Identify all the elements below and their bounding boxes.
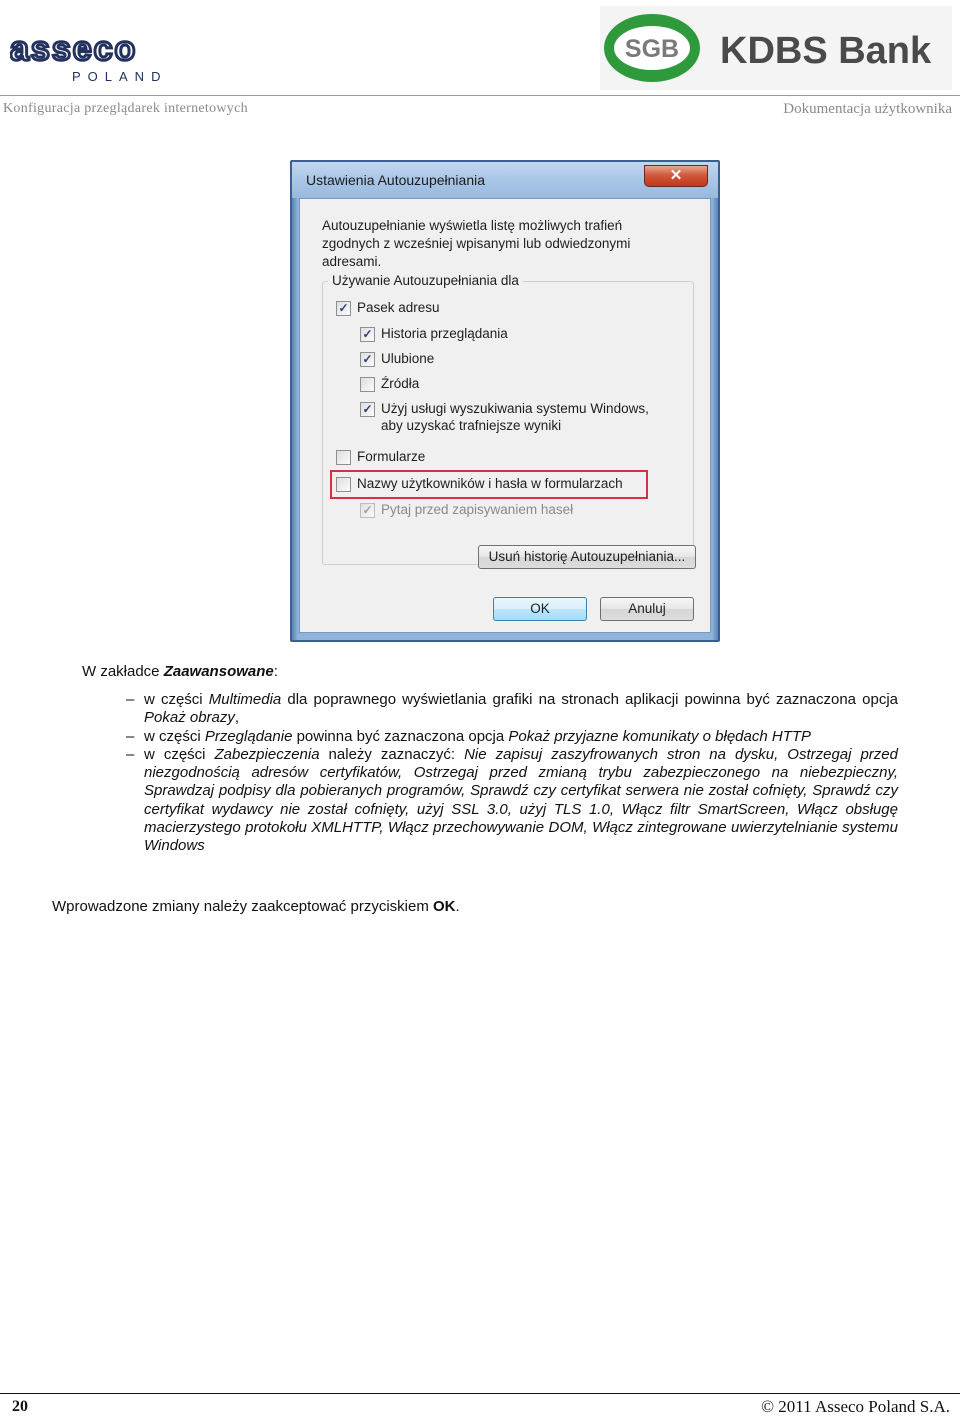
item-option: Przeglądanie (204, 727, 293, 745)
checkbox-forms-box[interactable] (336, 450, 351, 465)
item-text: w części (144, 691, 209, 708)
dialog-client-area (299, 198, 711, 633)
advanced-settings-list (126, 691, 898, 856)
checkbox-usernames-passwords[interactable] (336, 475, 623, 492)
copyright: © 2011 Asseco Poland S.A. (761, 1397, 950, 1416)
intro-tab-name: Zaawansowane (163, 663, 274, 680)
asseco-logo-sub: POLAND (72, 69, 168, 84)
document-type-title: Dokumentacja użytkownika (783, 101, 952, 117)
item-option: Zabezpieczenia (214, 745, 320, 763)
intro-suffix: : (273, 663, 278, 680)
autocomplete-settings-dialog (290, 160, 720, 642)
checkbox-ask-before-saving-box: ✓ (360, 503, 375, 518)
checkbox-windows-search-label: Użyj usługi wyszukiwania systemu Windows, aby uzyskać trafniejsze wyniki (381, 401, 649, 433)
checkbox-feeds[interactable] (360, 375, 419, 392)
intro-prefix: W zakładce (82, 663, 164, 680)
dialog-title: Ustawienia Autouzupełniania (306, 172, 486, 188)
list-dash: – (126, 745, 135, 763)
checkbox-ask-before-saving-label: Pytaj przed zapisywaniem haseł (381, 502, 574, 517)
close-icon: ✕ (669, 167, 683, 184)
document-section-title: Konfiguracja przeglądarek internetowych (3, 101, 248, 116)
item-option: Pokaż przyjazne komunikaty o błędach HTTP (508, 727, 812, 745)
checkbox-usernames-passwords-box[interactable] (336, 477, 351, 492)
list-item-browsing (126, 728, 898, 746)
checkbox-address-bar-label: Pasek adresu (357, 300, 440, 315)
item-text: , (234, 709, 240, 727)
item-text: powinna być zaznaczona opcja (292, 727, 509, 745)
list-dash: – (126, 691, 135, 708)
checkbox-favorites[interactable] (360, 350, 434, 367)
page-number: 20 (12, 1398, 28, 1415)
close-button[interactable] (644, 165, 708, 187)
checkbox-favorites-label: Ulubione (381, 351, 435, 366)
confirm-ok-label: OK (432, 898, 456, 915)
item-option: Pokaż obrazy (144, 709, 235, 727)
item-text: w części (144, 727, 205, 745)
checkbox-feeds-label: Źródła (381, 376, 420, 391)
advanced-tab-intro (82, 663, 278, 680)
sgb-logo-text: SGB (624, 35, 680, 63)
checkbox-forms-label: Formularze (357, 449, 426, 464)
item-text: należy zaznaczyć: (319, 745, 465, 763)
item-text: dla poprawnego wyświetlania grafiki na stronach aplikacji powinna być zaznaczona opcja (281, 691, 898, 708)
footer-divider (0, 1393, 960, 1394)
checkbox-browsing-history-box[interactable]: ✓ (360, 327, 375, 342)
confirm-instruction (52, 898, 460, 915)
asseco-logo-text: asseco (10, 36, 138, 68)
checkbox-feeds-box[interactable] (360, 377, 375, 392)
checkbox-usernames-passwords-label: Nazwy użytkowników i hasła w formularzach (357, 476, 623, 491)
kdbs-bank-logo (600, 6, 952, 90)
header-divider (0, 95, 960, 96)
confirm-suffix: . (455, 898, 460, 915)
bank-name-text: KDBS Bank (720, 30, 932, 72)
item-option: Multimedia (208, 691, 282, 708)
list-dash: – (126, 727, 135, 745)
checkbox-address-bar-box[interactable]: ✓ (336, 301, 351, 316)
checkbox-forms[interactable] (336, 448, 425, 465)
group-label: Używanie Autouzupełniania dla (328, 273, 523, 288)
asseco-logo (10, 36, 232, 86)
cancel-button[interactable]: Anuluj (600, 597, 694, 621)
checkbox-windows-search-box[interactable]: ✓ (360, 402, 375, 417)
dialog-description: Autouzupełnianie wyświetla listę możliwych trafień zgodnych z wcześniej wpisanymi lub odwiedzonymi adresami. (322, 218, 631, 269)
checkbox-browsing-history-label: Historia przeglądania (381, 326, 508, 341)
checkbox-favorites-box[interactable]: ✓ (360, 352, 375, 367)
checkbox-windows-search[interactable] (360, 400, 660, 434)
dialog-titlebar (292, 162, 718, 198)
checkbox-browsing-history[interactable] (360, 325, 508, 342)
list-item-security (126, 746, 898, 856)
checkbox-ask-before-saving (360, 501, 573, 518)
list-item-multimedia (126, 691, 898, 728)
confirm-text: Wprowadzone zmiany należy zaakceptować przyciskiem (52, 898, 433, 915)
item-option: Nie zapisuj zaszyfrowanych stron na dysku, Ostrzegaj przed niezgodnością adresów certyfikatów, Ostrzegaj przed zmianą trybu zabezpieczonego na niebezpieczny, Sprawdzaj podpisy dla pobieranych programów, Sprawdź czy certyfikat serwera nie został cofnięty, Sprawdź czy certyfikat wydawcy nie został cofnięty, użyj SSL 3.0, użyj TLS 1.0, Włącz filtr SmartScreen, Włącz obsługę macierzystego protokołu XMLHTTP, Włącz przechowywanie DOM, Włącz zintegrowane uwierzytelnianie systemu Windows (144, 745, 898, 855)
item-text: w części (144, 745, 215, 763)
ok-button[interactable]: OK (493, 597, 587, 621)
checkbox-address-bar[interactable] (336, 299, 440, 316)
clear-autocomplete-history-button[interactable]: Usuń historię Autouzupełniania... (478, 545, 696, 569)
